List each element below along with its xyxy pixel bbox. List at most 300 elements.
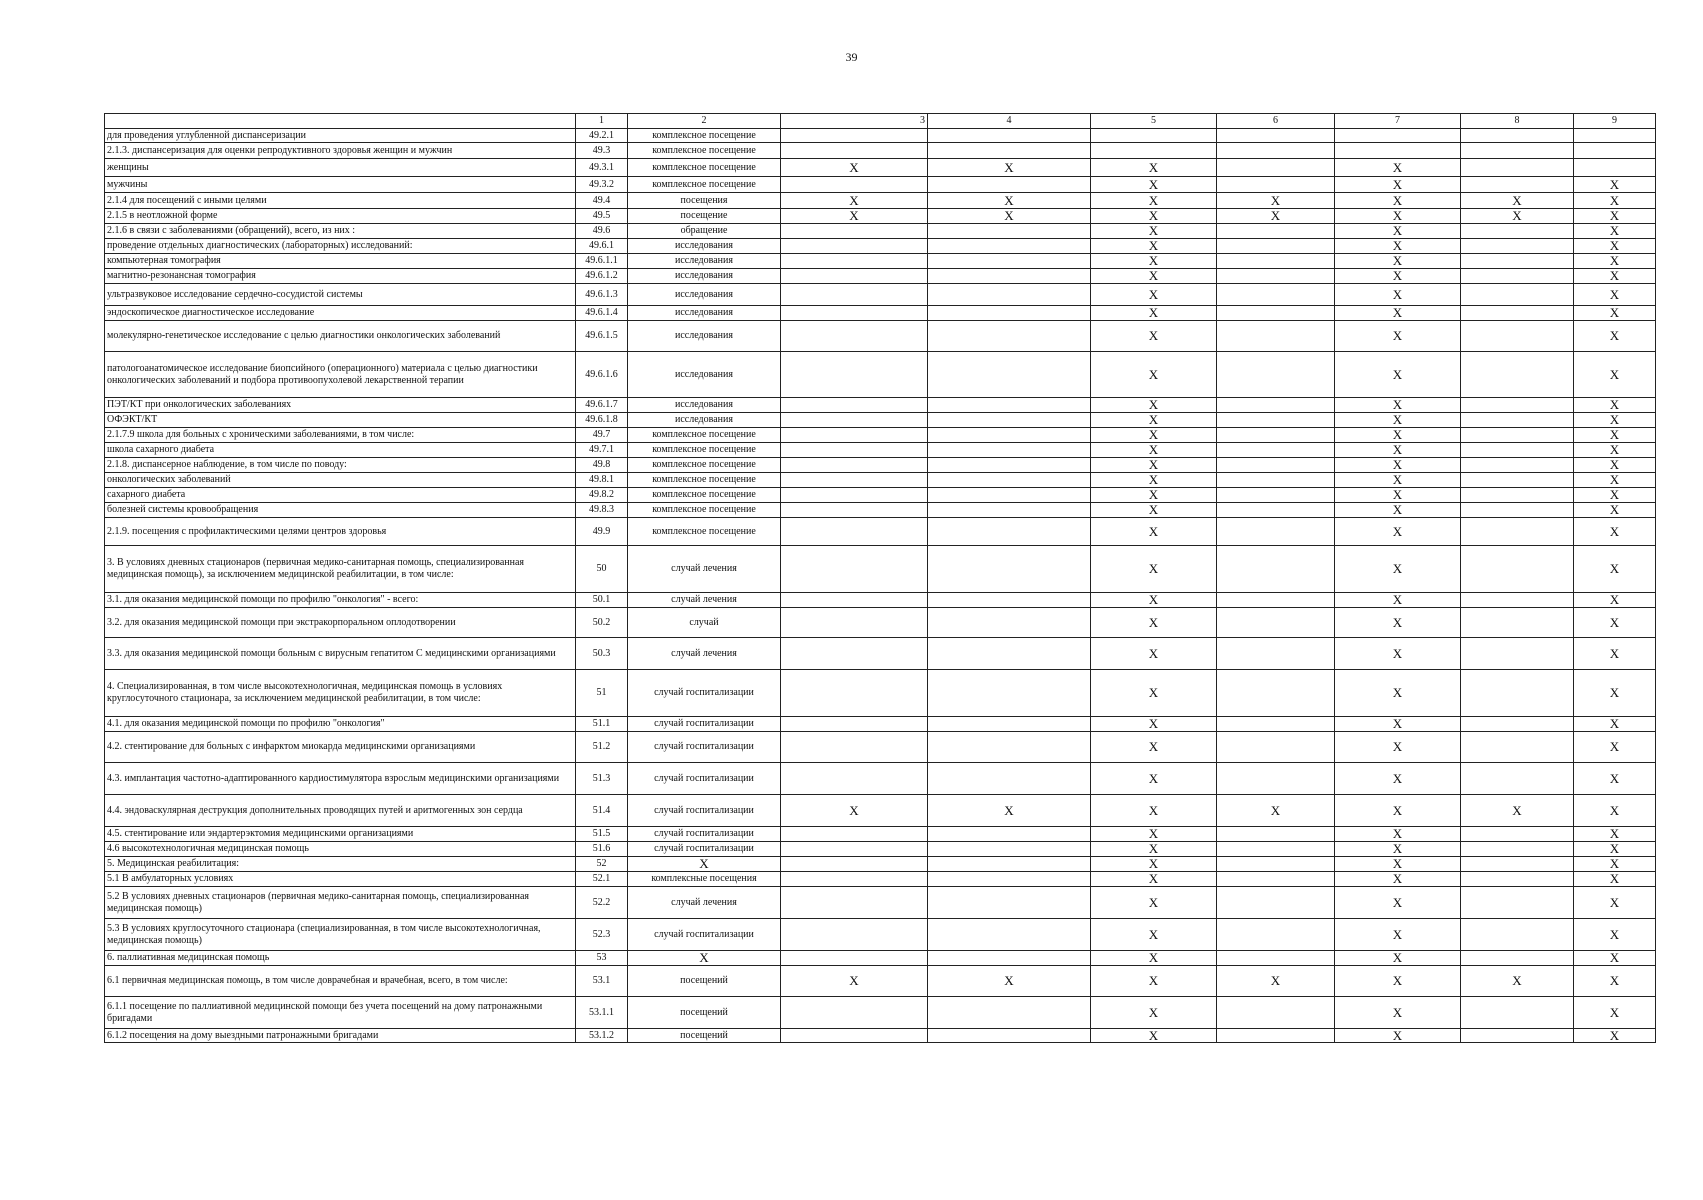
row-col8-cell (1461, 951, 1574, 966)
row-col4-cell (928, 177, 1091, 193)
row-col8-cell (1461, 997, 1574, 1029)
row-col3-cell (781, 224, 928, 239)
row-number-cell: 49.6.1.3 (576, 284, 628, 306)
row-col3-cell (781, 732, 928, 763)
row-col5-cell: X (1091, 177, 1217, 193)
row-number-cell: 51.5 (576, 827, 628, 842)
row-col5-cell: X (1091, 842, 1217, 857)
row-col4-cell (928, 143, 1091, 159)
row-col4-cell (928, 1029, 1091, 1043)
row-name-cell: 6.1.2 посещения на дому выездными патронажными бригадами (105, 1029, 576, 1043)
header-cell-2: 2 (628, 114, 781, 129)
row-col7-cell: X (1335, 398, 1461, 413)
row-col6-cell (1217, 269, 1335, 284)
row-col6-cell (1217, 284, 1335, 306)
row-col9-cell: X (1574, 458, 1656, 473)
row-col8-cell (1461, 428, 1574, 443)
row-col6-cell (1217, 608, 1335, 638)
row-unit-cell: комплексное посещение (628, 518, 781, 546)
row-unit-cell: комплексное посещение (628, 428, 781, 443)
row-col7-cell: X (1335, 284, 1461, 306)
row-col3-cell (781, 398, 928, 413)
row-col8-cell (1461, 518, 1574, 546)
row-col9-cell (1574, 159, 1656, 177)
row-col8-cell (1461, 732, 1574, 763)
row-col7-cell: X (1335, 177, 1461, 193)
row-unit-cell: исследования (628, 284, 781, 306)
row-col6-cell (1217, 352, 1335, 398)
row-unit-cell: комплексное посещение (628, 177, 781, 193)
row-number-cell: 51.6 (576, 842, 628, 857)
row-col6-cell (1217, 177, 1335, 193)
row-col6-cell (1217, 827, 1335, 842)
row-col4-cell (928, 638, 1091, 670)
row-unit-cell: случай (628, 608, 781, 638)
row-col3-cell (781, 321, 928, 352)
table-row (105, 919, 1656, 951)
row-number-cell: 49.6.1.2 (576, 269, 628, 284)
row-col8-cell: X (1461, 795, 1574, 827)
row-col4-cell (928, 842, 1091, 857)
row-name-cell: 6.1.1 посещение по паллиативной медицинской помощи без учета посещений на дому патронажными бригадами (105, 997, 576, 1029)
row-number-cell: 52.3 (576, 919, 628, 951)
row-col5-cell: X (1091, 546, 1217, 593)
header-cell-name (105, 114, 576, 129)
row-col6-cell (1217, 143, 1335, 159)
table-row (105, 827, 1656, 842)
row-col5-cell (1091, 129, 1217, 143)
row-col6-cell (1217, 842, 1335, 857)
row-col5-cell: X (1091, 966, 1217, 997)
row-col6-cell (1217, 306, 1335, 321)
row-col7-cell: X (1335, 306, 1461, 321)
row-unit-cell: исследования (628, 254, 781, 269)
row-col3-cell (781, 919, 928, 951)
row-col4-cell (928, 306, 1091, 321)
row-col7-cell: X (1335, 503, 1461, 518)
row-col6-cell (1217, 518, 1335, 546)
row-col7-cell: X (1335, 254, 1461, 269)
row-col3-cell (781, 473, 928, 488)
table-row (105, 352, 1656, 398)
row-col6-cell (1217, 1029, 1335, 1043)
row-col8-cell (1461, 473, 1574, 488)
row-col7-cell: X (1335, 827, 1461, 842)
row-col9-cell: X (1574, 966, 1656, 997)
row-name-cell: женщины (105, 159, 576, 177)
row-name-cell: 5.3 В условиях круглосуточного стационара (специализированная, в том числе высокотехнологичная, медицинская помощь) (105, 919, 576, 951)
row-number-cell: 49.2.1 (576, 129, 628, 143)
row-col3-cell (781, 997, 928, 1029)
row-col7-cell: X (1335, 518, 1461, 546)
row-col7-cell: X (1335, 428, 1461, 443)
row-number-cell: 49.6 (576, 224, 628, 239)
row-col7-cell: X (1335, 842, 1461, 857)
row-unit-cell: случай госпитализации (628, 919, 781, 951)
row-col9-cell: X (1574, 428, 1656, 443)
row-name-cell: 4. Специализированная, в том числе высокотехнологичная, медицинская помощь в условиях круглосуточного стационара, за исключением медицинской реабилитации, в том числе: (105, 670, 576, 717)
row-name-cell: 3.1. для оказания медицинской помощи по профилю "онкология" - всего: (105, 593, 576, 608)
row-col8-cell: X (1461, 209, 1574, 224)
row-col3-cell (781, 638, 928, 670)
row-col6-cell (1217, 763, 1335, 795)
row-number-cell: 51.4 (576, 795, 628, 827)
row-col9-cell: X (1574, 177, 1656, 193)
row-col8-cell (1461, 443, 1574, 458)
table-row (105, 177, 1656, 193)
table-row (105, 872, 1656, 887)
row-col6-cell (1217, 638, 1335, 670)
row-col7-cell: X (1335, 209, 1461, 224)
row-col3-cell (781, 518, 928, 546)
table-row (105, 254, 1656, 269)
row-col9-cell: X (1574, 717, 1656, 732)
row-col9-cell: X (1574, 224, 1656, 239)
row-col9-cell: X (1574, 1029, 1656, 1043)
row-col8-cell (1461, 670, 1574, 717)
row-unit-cell: случай лечения (628, 887, 781, 919)
row-col3-cell (781, 488, 928, 503)
row-col8-cell: X (1461, 966, 1574, 997)
row-col6-cell (1217, 224, 1335, 239)
row-col9-cell: X (1574, 795, 1656, 827)
row-col6-cell: X (1217, 966, 1335, 997)
row-name-cell: 4.4. эндоваскулярная деструкция дополнительных проводящих путей и аритмогенных зон сердца (105, 795, 576, 827)
row-unit-cell: случай лечения (628, 638, 781, 670)
row-number-cell: 51.2 (576, 732, 628, 763)
table-row (105, 732, 1656, 763)
row-col9-cell: X (1574, 638, 1656, 670)
row-name-cell: 3. В условиях дневных стационаров (первичная медико-санитарная помощь, специализированная медицинская помощь), за исключением медицинской реабилитации, в том числе: (105, 546, 576, 593)
row-number-cell: 51.1 (576, 717, 628, 732)
row-col7-cell: X (1335, 458, 1461, 473)
row-col4-cell (928, 473, 1091, 488)
row-col3-cell (781, 254, 928, 269)
row-number-cell: 53.1.1 (576, 997, 628, 1029)
row-col8-cell (1461, 321, 1574, 352)
row-number-cell: 49.3.1 (576, 159, 628, 177)
row-col5-cell: X (1091, 443, 1217, 458)
row-unit-cell: комплексное посещение (628, 503, 781, 518)
row-col5-cell: X (1091, 827, 1217, 842)
table-row (105, 842, 1656, 857)
row-unit-cell: комплексное посещение (628, 473, 781, 488)
row-number-cell: 52.2 (576, 887, 628, 919)
row-col5-cell: X (1091, 306, 1217, 321)
row-col5-cell: X (1091, 458, 1217, 473)
table-row (105, 193, 1656, 209)
row-col9-cell: X (1574, 413, 1656, 428)
row-col4-cell (928, 857, 1091, 872)
row-col9-cell: X (1574, 919, 1656, 951)
row-col3-cell (781, 284, 928, 306)
row-col8-cell (1461, 458, 1574, 473)
row-col5-cell: X (1091, 254, 1217, 269)
row-col4-cell (928, 321, 1091, 352)
row-unit-cell: X (628, 951, 781, 966)
row-col4-cell: X (928, 966, 1091, 997)
row-name-cell: 4.1. для оказания медицинской помощи по профилю "онкология" (105, 717, 576, 732)
row-col9-cell: X (1574, 284, 1656, 306)
row-col3-cell: X (781, 159, 928, 177)
row-unit-cell: посещений (628, 966, 781, 997)
row-col4-cell (928, 608, 1091, 638)
table-row (105, 966, 1656, 997)
row-col9-cell: X (1574, 732, 1656, 763)
row-col5-cell: X (1091, 321, 1217, 352)
table-row (105, 239, 1656, 254)
row-number-cell: 52.1 (576, 872, 628, 887)
row-col8-cell (1461, 717, 1574, 732)
row-col6-cell (1217, 546, 1335, 593)
table-row (105, 638, 1656, 670)
row-name-cell: 2.1.8. диспансерное наблюдение, в том числе по поводу: (105, 458, 576, 473)
row-name-cell: 4.6 высокотехнологичная медицинская помощь (105, 842, 576, 857)
row-col4-cell (928, 546, 1091, 593)
page-number: 39 (845, 50, 858, 64)
row-col7-cell: X (1335, 239, 1461, 254)
row-col4-cell (928, 413, 1091, 428)
row-number-cell: 49.6.1.6 (576, 352, 628, 398)
row-col8-cell (1461, 488, 1574, 503)
row-col5-cell: X (1091, 428, 1217, 443)
row-unit-cell: случай госпитализации (628, 732, 781, 763)
row-col9-cell: X (1574, 321, 1656, 352)
row-col4-cell (928, 488, 1091, 503)
table-row (105, 608, 1656, 638)
row-name-cell: ультразвуковое исследование сердечно-сосудистой системы (105, 284, 576, 306)
row-col5-cell: X (1091, 352, 1217, 398)
row-col3-cell (781, 842, 928, 857)
row-col8-cell (1461, 352, 1574, 398)
row-col8-cell (1461, 872, 1574, 887)
row-unit-cell: посещения (628, 193, 781, 209)
row-unit-cell: посещений (628, 997, 781, 1029)
row-col8-cell (1461, 919, 1574, 951)
row-col5-cell: X (1091, 887, 1217, 919)
row-col9-cell: X (1574, 546, 1656, 593)
table-row (105, 546, 1656, 593)
row-unit-cell: обращение (628, 224, 781, 239)
row-name-cell: сахарного диабета (105, 488, 576, 503)
row-name-cell: магнитно-резонансная томография (105, 269, 576, 284)
row-col3-cell (781, 717, 928, 732)
row-unit-cell: случай лечения (628, 546, 781, 593)
table-row (105, 443, 1656, 458)
row-col9-cell: X (1574, 398, 1656, 413)
row-col5-cell: X (1091, 518, 1217, 546)
row-col9-cell: X (1574, 997, 1656, 1029)
row-col6-cell (1217, 129, 1335, 143)
row-name-cell: 4.2. стентирование для больных с инфарктом миокарда медицинскими организациями (105, 732, 576, 763)
row-col3-cell (781, 872, 928, 887)
row-col4-cell (928, 398, 1091, 413)
row-col5-cell: X (1091, 224, 1217, 239)
row-col5-cell: X (1091, 473, 1217, 488)
row-col3-cell (781, 608, 928, 638)
row-name-cell: 3.2. для оказания медицинской помощи при экстракорпоральном оплодотворении (105, 608, 576, 638)
row-col7-cell: X (1335, 951, 1461, 966)
row-col3-cell (781, 352, 928, 398)
row-col5-cell (1091, 143, 1217, 159)
row-name-cell: 6. паллиативная медицинская помощь (105, 951, 576, 966)
row-name-cell: 4.3. имплантация частотно-адаптированного кардиостимулятора взрослым медицинскими организациями (105, 763, 576, 795)
table-row (105, 951, 1656, 966)
row-col3-cell (781, 887, 928, 919)
row-col5-cell: X (1091, 269, 1217, 284)
row-col5-cell: X (1091, 503, 1217, 518)
table-row (105, 518, 1656, 546)
row-col7-cell: X (1335, 546, 1461, 593)
row-col6-cell (1217, 857, 1335, 872)
row-col9-cell: X (1574, 670, 1656, 717)
row-col9-cell: X (1574, 209, 1656, 224)
row-col7-cell: X (1335, 193, 1461, 209)
row-col5-cell: X (1091, 670, 1217, 717)
table-row (105, 224, 1656, 239)
row-number-cell: 49.6.1 (576, 239, 628, 254)
row-number-cell: 49.3.2 (576, 177, 628, 193)
table-row (105, 129, 1656, 143)
row-col8-cell (1461, 284, 1574, 306)
row-name-cell: эндоскопическое диагностическое исследование (105, 306, 576, 321)
row-name-cell: 2.1.5 в неотложной форме (105, 209, 576, 224)
row-col9-cell: X (1574, 887, 1656, 919)
row-col3-cell (781, 239, 928, 254)
row-col5-cell: X (1091, 209, 1217, 224)
row-col7-cell: X (1335, 473, 1461, 488)
row-col4-cell (928, 997, 1091, 1029)
row-col4-cell (928, 254, 1091, 269)
row-col3-cell: X (781, 209, 928, 224)
row-col6-cell: X (1217, 209, 1335, 224)
row-number-cell: 52 (576, 857, 628, 872)
row-unit-cell: комплексное посещение (628, 443, 781, 458)
row-name-cell: 4.5. стентирование или эндартерэктомия медицинскими организациями (105, 827, 576, 842)
row-col6-cell (1217, 398, 1335, 413)
row-col3-cell (781, 129, 928, 143)
table-row (105, 306, 1656, 321)
row-col4-cell (928, 887, 1091, 919)
row-col3-cell (781, 306, 928, 321)
row-col3-cell (781, 857, 928, 872)
row-name-cell: онкологических заболеваний (105, 473, 576, 488)
row-name-cell: 5. Медицинская реабилитация: (105, 857, 576, 872)
row-name-cell: 6.1 первичная медицинская помощь, в том числе доврачебная и врачебная, всего, в том числе: (105, 966, 576, 997)
row-col3-cell (781, 593, 928, 608)
row-col9-cell: X (1574, 443, 1656, 458)
row-number-cell: 49.8.2 (576, 488, 628, 503)
row-col6-cell (1217, 503, 1335, 518)
row-col7-cell: X (1335, 321, 1461, 352)
row-col3-cell: X (781, 193, 928, 209)
row-col4-cell (928, 593, 1091, 608)
row-unit-cell: случай госпитализации (628, 670, 781, 717)
table-row (105, 593, 1656, 608)
row-number-cell: 49.8.1 (576, 473, 628, 488)
table-row (105, 670, 1656, 717)
row-col7-cell: X (1335, 1029, 1461, 1043)
row-col3-cell (781, 177, 928, 193)
row-unit-cell: случай госпитализации (628, 763, 781, 795)
row-col8-cell (1461, 1029, 1574, 1043)
row-col8-cell (1461, 827, 1574, 842)
row-unit-cell: посещений (628, 1029, 781, 1043)
table-row (105, 269, 1656, 284)
row-col8-cell (1461, 638, 1574, 670)
row-number-cell: 53.1 (576, 966, 628, 997)
row-col4-cell (928, 503, 1091, 518)
row-col7-cell: X (1335, 593, 1461, 608)
row-col5-cell: X (1091, 1029, 1217, 1043)
row-unit-cell: посещение (628, 209, 781, 224)
row-unit-cell: комплексное посещение (628, 458, 781, 473)
row-col3-cell (781, 827, 928, 842)
row-col7-cell: X (1335, 919, 1461, 951)
row-col6-cell (1217, 717, 1335, 732)
row-name-cell: 2.1.3. диспансеризация для оценки репродуктивного здоровья женщин и мужчин (105, 143, 576, 159)
row-col3-cell: X (781, 966, 928, 997)
row-number-cell: 49.6.1.8 (576, 413, 628, 428)
row-col8-cell (1461, 413, 1574, 428)
row-col7-cell (1335, 129, 1461, 143)
row-col9-cell: X (1574, 763, 1656, 795)
row-name-cell: проведение отдельных диагностических (лабораторных) исследований: (105, 239, 576, 254)
row-col9-cell (1574, 129, 1656, 143)
row-col4-cell (928, 458, 1091, 473)
row-col8-cell (1461, 763, 1574, 795)
row-name-cell: молекулярно-генетическое исследование с целью диагностики онкологических заболеваний (105, 321, 576, 352)
row-number-cell: 49.9 (576, 518, 628, 546)
row-col5-cell: X (1091, 284, 1217, 306)
row-unit-cell: исследования (628, 352, 781, 398)
row-col5-cell: X (1091, 608, 1217, 638)
table-row (105, 413, 1656, 428)
row-number-cell: 49.6.1.7 (576, 398, 628, 413)
row-col7-cell: X (1335, 966, 1461, 997)
table-row (105, 857, 1656, 872)
row-col5-cell: X (1091, 763, 1217, 795)
row-number-cell: 50.3 (576, 638, 628, 670)
row-col6-cell (1217, 997, 1335, 1029)
row-col6-cell (1217, 458, 1335, 473)
row-col4-cell (928, 284, 1091, 306)
row-col5-cell: X (1091, 239, 1217, 254)
header-cell-9: 9 (1574, 114, 1656, 129)
row-col9-cell: X (1574, 473, 1656, 488)
row-col5-cell: X (1091, 872, 1217, 887)
row-col6-cell (1217, 732, 1335, 763)
row-col4-cell (928, 129, 1091, 143)
row-col9-cell: X (1574, 193, 1656, 209)
row-col4-cell (928, 428, 1091, 443)
table-row (105, 503, 1656, 518)
row-col5-cell: X (1091, 997, 1217, 1029)
row-number-cell: 53.1.2 (576, 1029, 628, 1043)
row-unit-cell: исследования (628, 269, 781, 284)
row-col7-cell: X (1335, 997, 1461, 1029)
header-cell-5: 5 (1091, 114, 1217, 129)
row-col9-cell: X (1574, 518, 1656, 546)
row-col8-cell (1461, 842, 1574, 857)
row-col5-cell: X (1091, 159, 1217, 177)
row-col9-cell: X (1574, 842, 1656, 857)
table-row (105, 473, 1656, 488)
header-cell-1: 1 (576, 114, 628, 129)
row-col8-cell (1461, 177, 1574, 193)
row-col9-cell (1574, 143, 1656, 159)
row-col5-cell: X (1091, 951, 1217, 966)
